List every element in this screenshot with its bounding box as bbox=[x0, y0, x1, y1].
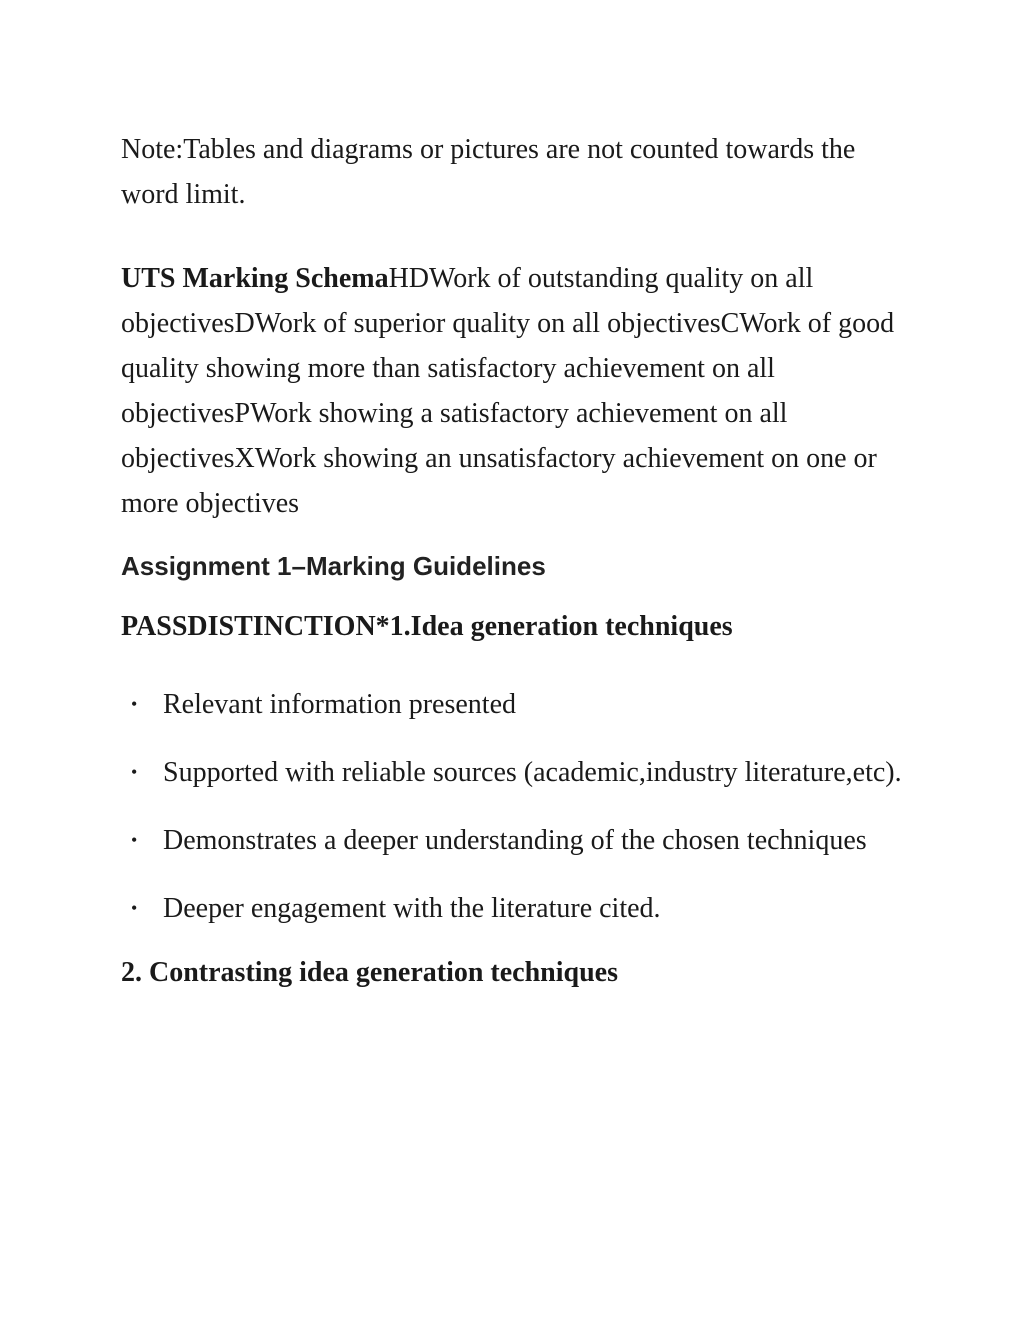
marking-schema-body: HDWork of outstanding quality on all objectivesDWork of superior quality on all objectivesCWork of good quality showing more than satisfactory achievement on all objectivesPWork showing a satisfactory achievement on all objectivesXWork showing an unsatisfactory achievement on one or more objectives bbox=[121, 263, 895, 519]
criteria-heading: PASSDISTINCTION*1.Idea generation techniques bbox=[121, 611, 733, 642]
list-item-text: Supported with reliable sources (academic,industry literature,etc). bbox=[163, 757, 902, 788]
list-item-text: Deeper engagement with the literature cited. bbox=[163, 893, 661, 924]
list-item bbox=[121, 818, 911, 863]
word-limit-note: Note:Tables and diagrams or pictures are not counted towards the word limit. bbox=[121, 134, 856, 210]
list-item bbox=[121, 886, 911, 931]
bullet-icon: • bbox=[131, 830, 138, 850]
bullet-icon: • bbox=[131, 898, 138, 918]
marking-schema-title: UTS Marking Schema bbox=[121, 263, 389, 294]
marking-schema-paragraph bbox=[121, 256, 911, 526]
guidelines-heading: Assignment 1–Marking Guidelines bbox=[121, 551, 546, 581]
list-item-text: Relevant information presented bbox=[163, 689, 516, 720]
section-heading: 2. Contrasting idea generation techniques bbox=[121, 957, 618, 988]
document-page bbox=[121, 127, 911, 991]
bullet-icon: • bbox=[131, 762, 138, 782]
bullet-icon: • bbox=[131, 694, 138, 714]
criteria-list bbox=[121, 682, 911, 931]
list-item bbox=[121, 750, 911, 795]
list-item-text: Demonstrates a deeper understanding of the chosen techniques bbox=[163, 825, 867, 856]
list-item bbox=[121, 682, 911, 727]
